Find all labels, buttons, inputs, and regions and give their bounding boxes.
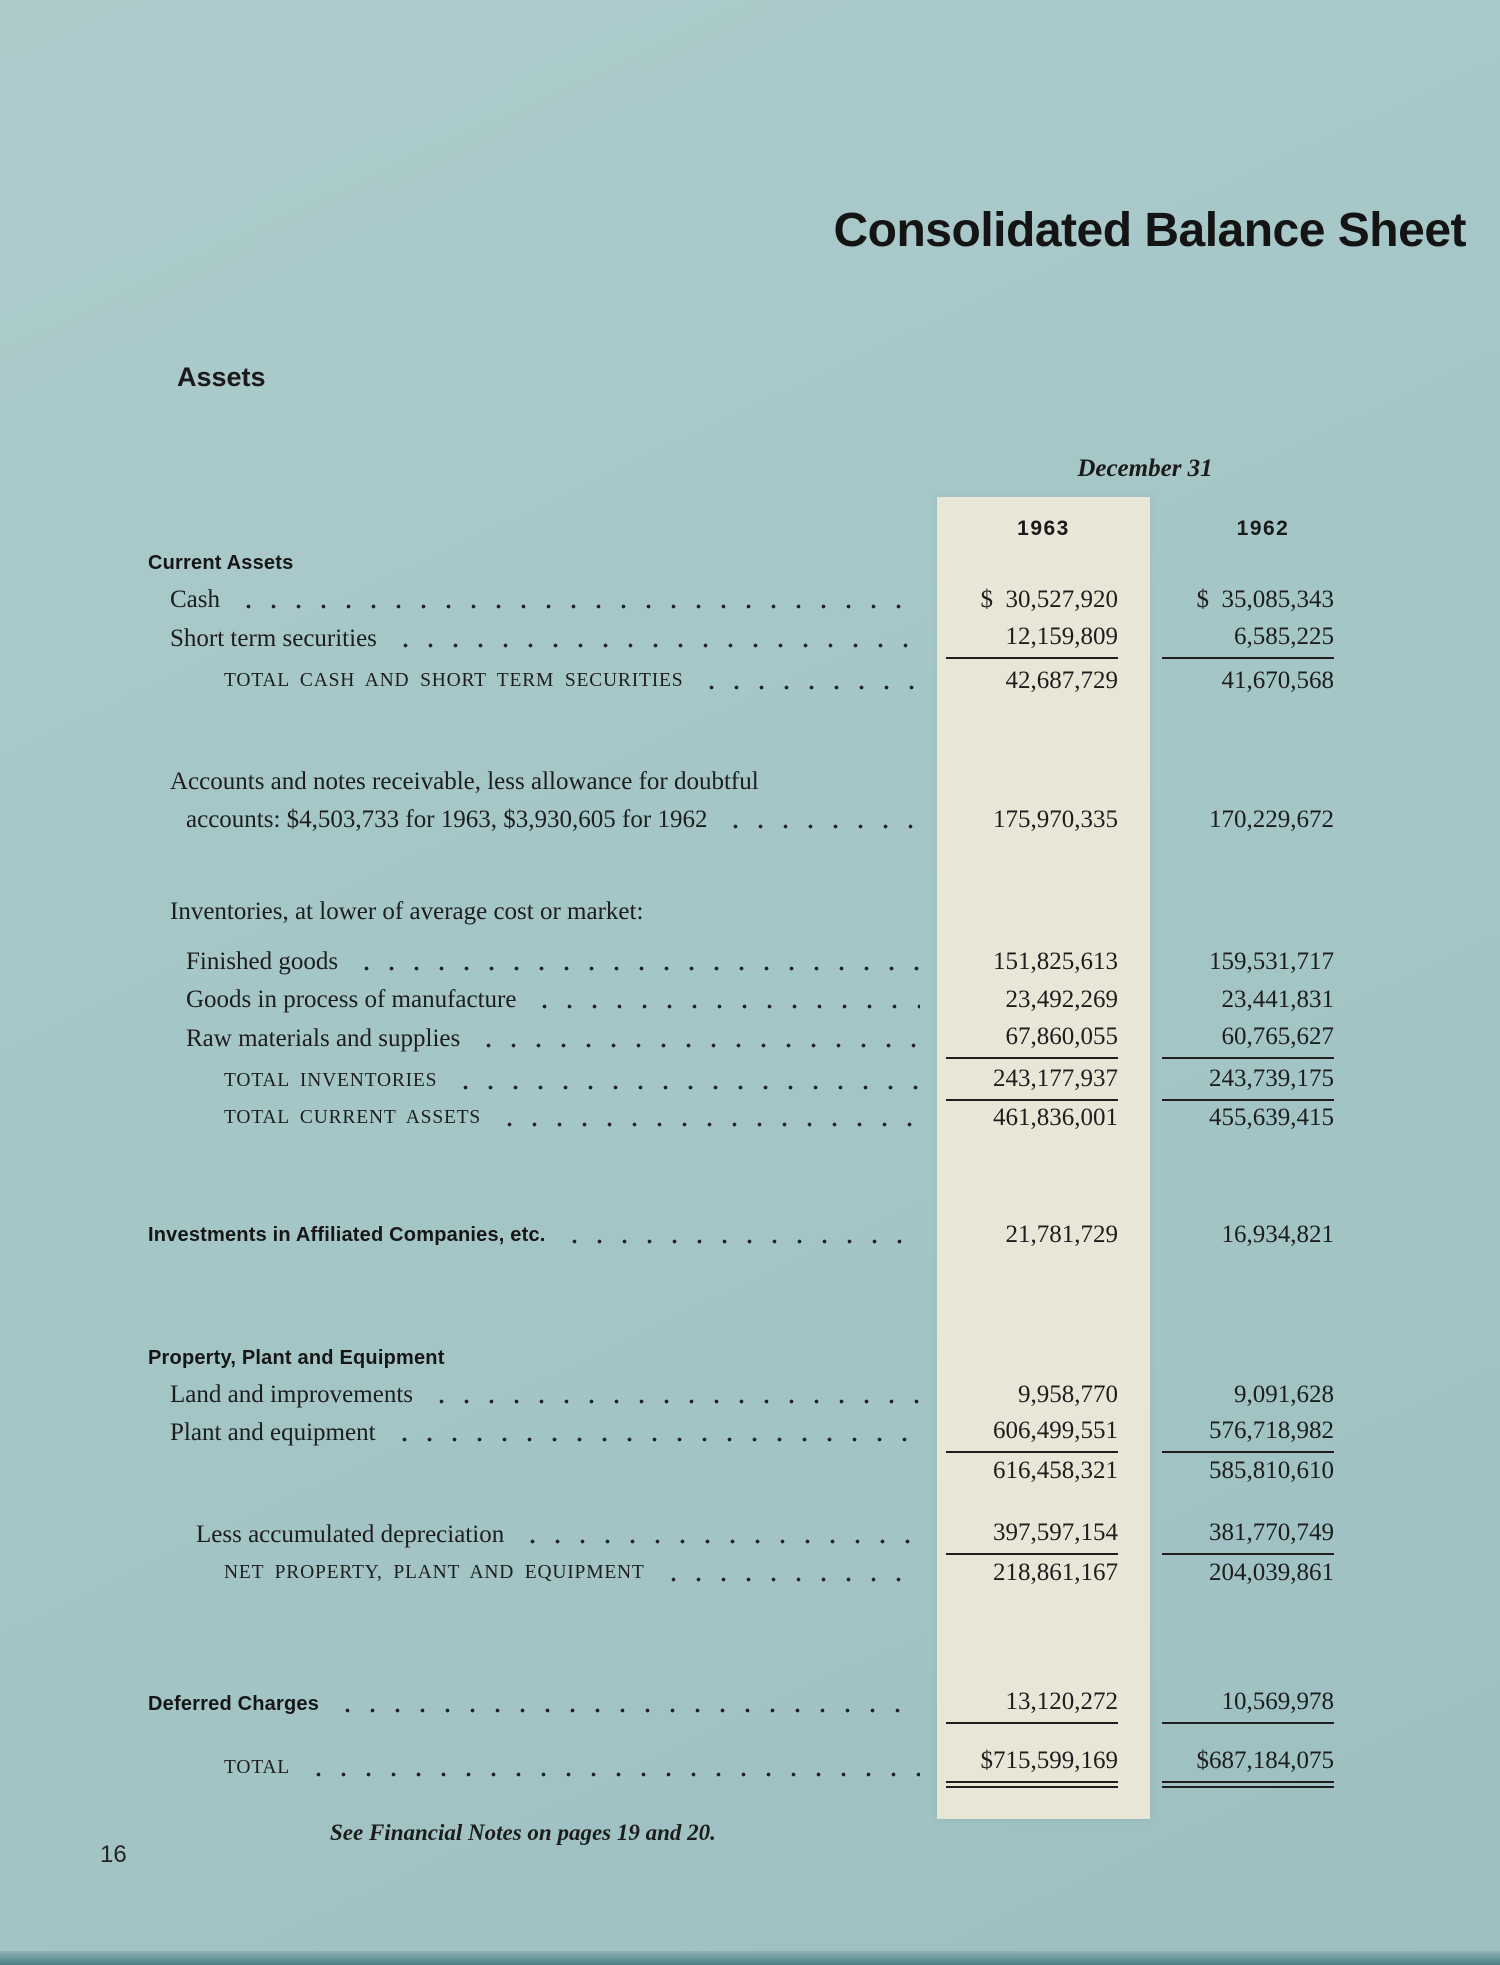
- page-bottom-edge: [0, 1951, 1500, 1965]
- table-row-less-accumulated-depreciation: [0, 1518, 1500, 1555]
- value-1963: 42,687,729: [1005, 667, 1118, 694]
- row-label: Finished goods: [186, 948, 339, 975]
- value-1962: 455,639,415: [1209, 1104, 1334, 1131]
- row-label: Goods in process of manufacture: [186, 986, 517, 1013]
- table-row-total: [0, 1746, 1500, 1788]
- row-label: TOTAL CURRENT ASSETS: [224, 1107, 482, 1128]
- value-1962: 170,229,672: [1209, 806, 1334, 833]
- table-row-gross-property-subtotal: [0, 1456, 1500, 1491]
- table-row-short-term-securities: [0, 622, 1500, 659]
- value-1962: 60,765,627: [1162, 1022, 1334, 1059]
- value-1962: 9,091,628: [1234, 1381, 1334, 1408]
- value-1963: 23,492,269: [1005, 986, 1118, 1013]
- dot-leader: [717, 814, 920, 840]
- value-1963: 9,958,770: [1018, 1381, 1118, 1408]
- table-row-section-current-assets: [0, 548, 1500, 583]
- row-label: Accounts and notes receivable, less allowance for doubtful: [170, 768, 759, 795]
- spacer: [180, 1465, 920, 1491]
- row-label: Short term securities: [170, 625, 377, 652]
- value-1963: 243,177,937: [946, 1064, 1118, 1101]
- value-1963: $715,599,169: [946, 1746, 1118, 1788]
- value-1962: 204,039,861: [1209, 1559, 1334, 1586]
- value-1963: 21,781,729: [1005, 1221, 1118, 1248]
- dot-leader: [329, 1698, 920, 1724]
- dot-leader: [655, 1567, 920, 1593]
- row-label: Less accumulated depreciation: [196, 1521, 505, 1548]
- date-heading: December 31: [1077, 455, 1213, 482]
- dot-leader: [526, 994, 920, 1020]
- table-row-cash: [0, 585, 1500, 620]
- row-label: Cash: [170, 586, 220, 613]
- table-row-total-inventories: [0, 1064, 1500, 1101]
- dot-leader: [491, 1112, 920, 1138]
- dot-leader: [300, 1762, 920, 1788]
- column-header-1963: 1963: [1017, 517, 1070, 540]
- value-1963: 175,970,335: [993, 806, 1118, 833]
- value-1962: 23,441,831: [1221, 986, 1334, 1013]
- table-row-net-property-plant-equipment: [0, 1558, 1500, 1593]
- table-row-total-cash: [0, 666, 1500, 701]
- spacer: [653, 906, 1474, 932]
- value-1963: 461,836,001: [993, 1104, 1118, 1131]
- value-1963: 218,861,167: [993, 1559, 1118, 1586]
- financial-notes-reference: See Financial Notes on pages 19 and 20.: [330, 1820, 716, 1845]
- row-label: TOTAL CASH AND SHORT TERM SECURITIES: [224, 670, 684, 691]
- value-1962: 10,569,978: [1162, 1687, 1334, 1724]
- row-label: [0, 1486, 180, 1491]
- row-label: Investments in Affiliated Companies, etc.: [148, 1224, 546, 1246]
- value-1963: 616,458,321: [993, 1457, 1118, 1484]
- table-row-goods-in-process: [0, 985, 1500, 1020]
- value-1962: 41,670,568: [1221, 667, 1334, 694]
- value-1962: 16,934,821: [1221, 1221, 1334, 1248]
- value-1962: 159,531,717: [1209, 948, 1334, 975]
- row-label: NET PROPERTY, PLANT AND EQUIPMENT: [224, 1562, 645, 1583]
- page-title: Consolidated Balance Sheet: [833, 204, 1466, 257]
- balance-sheet-table: [0, 540, 1500, 1788]
- dot-leader: [423, 1389, 920, 1415]
- row-label: Inventories, at lower of average cost or market:: [170, 898, 644, 925]
- value-1963: 397,597,154: [946, 1518, 1118, 1555]
- row-label: Land and improvements: [170, 1381, 413, 1408]
- spacer: [455, 1352, 1474, 1378]
- row-label: accounts: $4,503,733 for 1963, $3,930,605 for 1962: [186, 806, 708, 833]
- row-label: Property, Plant and Equipment: [148, 1347, 445, 1369]
- value-1963: 13,120,272: [946, 1687, 1118, 1724]
- value-1962: 576,718,982: [1162, 1416, 1334, 1453]
- dot-leader: [556, 1229, 920, 1255]
- dot-leader: [348, 956, 920, 982]
- table-row-land-improvements: [0, 1380, 1500, 1415]
- table-row-raw-materials: [0, 1022, 1500, 1059]
- column-header-1962: 1962: [1236, 517, 1290, 540]
- row-label: TOTAL: [224, 1757, 290, 1778]
- value-1963: 67,860,055: [946, 1022, 1118, 1059]
- table-row-total-current-assets: [0, 1103, 1500, 1138]
- value-1962: $687,184,075: [1162, 1746, 1334, 1788]
- table-row-investments-affiliated: [0, 1220, 1500, 1255]
- table-row-accounts-receivable-line1: [0, 767, 1500, 802]
- dot-leader: [470, 1033, 920, 1059]
- table-row-inventories-heading: [0, 897, 1500, 932]
- row-label: Raw materials and supplies: [186, 1025, 461, 1052]
- dot-leader: [387, 633, 920, 659]
- value-1962: 585,810,610: [1209, 1457, 1334, 1484]
- value-1963: 606,499,551: [946, 1416, 1118, 1453]
- dot-leader: [447, 1075, 920, 1101]
- value-1962: 381,770,749: [1162, 1518, 1334, 1555]
- dot-leader: [693, 675, 920, 701]
- row-label: TOTAL INVENTORIES: [224, 1070, 438, 1091]
- value-1962: 243,739,175: [1162, 1064, 1334, 1101]
- value-1963: $ 30,527,920: [980, 586, 1118, 613]
- table-row-deferred-charges: [0, 1687, 1500, 1724]
- table-row-accounts-receivable-line2: [0, 805, 1500, 840]
- row-label: Deferred Charges: [148, 1693, 320, 1715]
- dot-leader: [386, 1427, 920, 1453]
- dot-leader: [230, 594, 920, 620]
- table-row-section-property-plant-equipment: [0, 1343, 1500, 1378]
- value-1962: $ 35,085,343: [1196, 586, 1334, 613]
- page-number: 16: [100, 1841, 127, 1868]
- assets-heading: Assets: [177, 362, 266, 392]
- row-label: Plant and equipment: [170, 1419, 376, 1446]
- dot-leader: [514, 1529, 920, 1555]
- table-row-finished-goods: [0, 947, 1500, 982]
- table-row-plant-equipment: [0, 1416, 1500, 1453]
- value-1962: 6,585,225: [1162, 622, 1334, 659]
- value-1963: 151,825,613: [993, 948, 1118, 975]
- row-label: Current Assets: [148, 552, 294, 574]
- value-1963: 12,159,809: [946, 622, 1118, 659]
- spacer: [769, 776, 1474, 802]
